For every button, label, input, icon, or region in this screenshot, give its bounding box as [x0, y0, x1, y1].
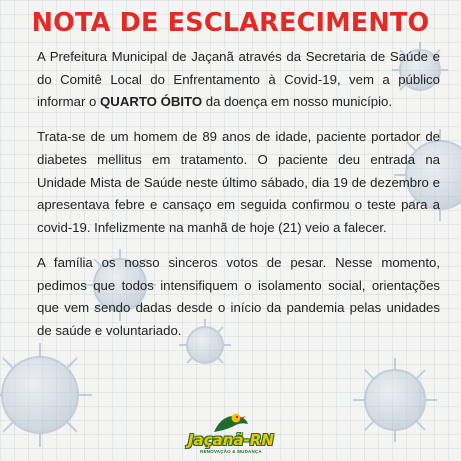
highlight-text: QUARTO ÓBITO	[100, 94, 203, 110]
virus-illustration	[353, 358, 437, 442]
paragraph-3: A família os nosso sinceros votos de pesar. Nesse momento, pedimos que todos intensifiquem o isolamento social, orientações que vem sendo dadas desde o início da pandemia pelas unidades de saúde e voluntariado.	[37, 254, 440, 338]
logo-wordmark: Jaçanã-RN	[188, 431, 274, 449]
municipality-logo	[188, 409, 274, 457]
logo-tagline: RENOVAÇÃO & MUDANÇA	[200, 449, 262, 454]
page-title: NOTA DE ESCLARECIMENTO	[31, 8, 430, 38]
virus-illustration	[0, 343, 92, 447]
paragraph-2: Trata-se de um homem de 89 anos de idade, paciente portador de diabetes mellitus em tratamento. O paciente deu entrada na Unidade Mista de Saúde neste último sábado, dia 19 de dezembro e apresentava febre e cansaço em seguida confirmou o teste para a covid-19. Infelizmente na manhã de hoje (21) veio a falecer.	[37, 129, 440, 235]
paragraph-1: A Prefeitura Municipal de Jaçanã através da Secretaria de Saúde e do Comitê Local do Enfrentamento à Covid-19, vem a público informar o QUARTO ÓBITO da doença em nosso município.	[37, 49, 440, 110]
notice-body	[37, 46, 440, 355]
